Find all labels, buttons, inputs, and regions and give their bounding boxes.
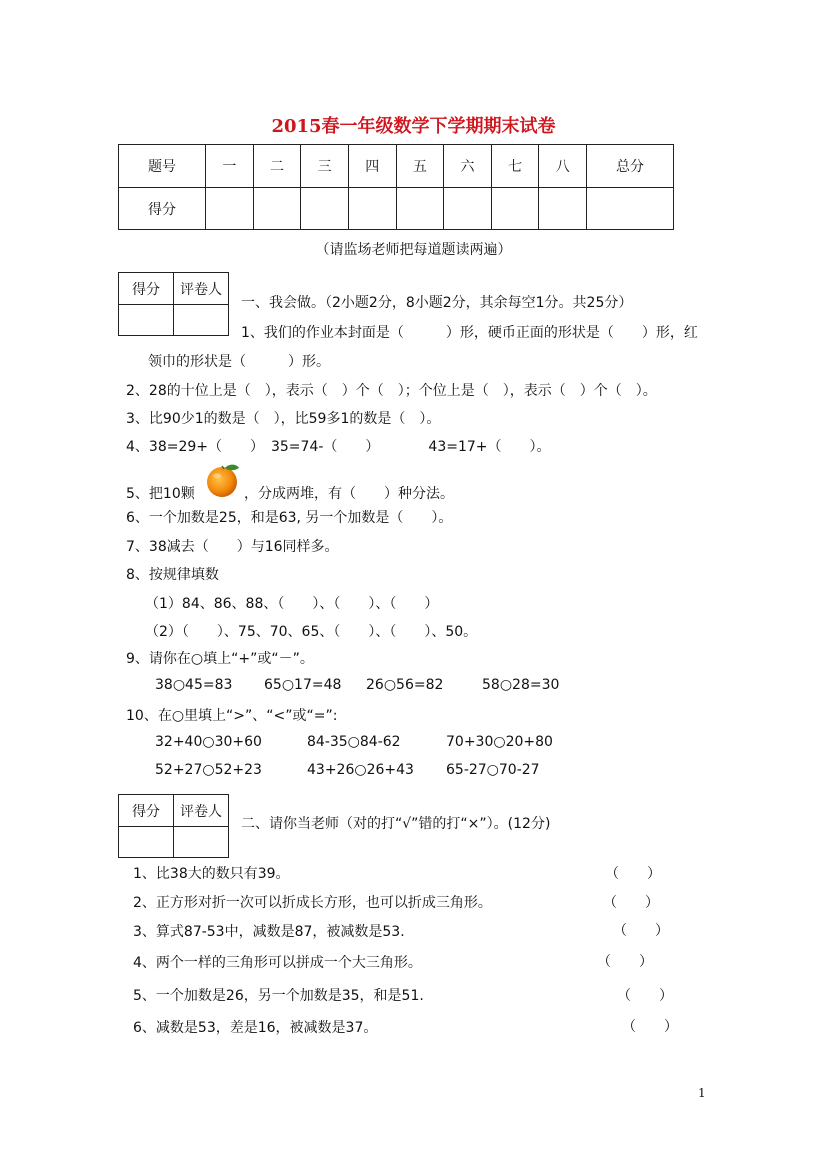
orange-icon <box>205 462 241 498</box>
q10-item: 52+27○52+23 <box>155 762 262 778</box>
question-1: 1、我们的作业本封面是（ ）形，硬币正面的形状是（ ）形，红 <box>241 325 698 341</box>
judge-answer-blank-1[interactable]: （ ） <box>605 866 661 882</box>
question-9: 9、请你在○填上“+”或“－”。 <box>126 651 314 667</box>
section1-heading: 一、我会做。（2小题2分，8小题2分，其余每空1分。共25分） <box>241 295 633 311</box>
section2-heading: 二、请你当老师（对的打“√”错的打“×”）。(12分) <box>241 816 551 832</box>
exam-title: 2015春一年级数学下学期期末试卷 <box>271 116 556 137</box>
score-cell[interactable] <box>253 188 301 230</box>
header-cell: 一 <box>206 145 254 188</box>
grader-score-label: 得分 <box>119 273 174 305</box>
grader-name-cell[interactable] <box>174 305 229 336</box>
judge-item-6: 6、减数是53，差是16，被减数是37。 <box>133 1020 378 1036</box>
question-7: 7、38减去（ ）与16同样多。 <box>126 539 339 555</box>
reading-note: （请监场老师把每道题读两遍） <box>315 242 512 258</box>
question-2: 2、28的十位上是（ ），表示（ ）个（ ）；个位上是（ ），表示（ ）个（ ）。 <box>126 383 657 399</box>
score-cell[interactable] <box>348 188 396 230</box>
grader-name-label: 评卷人 <box>174 273 229 305</box>
q9-item: 58○28=30 <box>482 677 560 693</box>
judge-item-3: 3、算式87-53中，减数是87，被减数是53. <box>133 924 405 940</box>
header-cell: 总分 <box>587 145 674 188</box>
header-cell: 八 <box>539 145 587 188</box>
score-cell[interactable] <box>539 188 587 230</box>
q10-item: 32+40○30+60 <box>155 734 262 750</box>
header-cell: 六 <box>444 145 492 188</box>
judge-item-1: 1、比38大的数只有39。 <box>133 866 290 882</box>
score-cell[interactable] <box>301 188 349 230</box>
score-table <box>118 144 674 230</box>
score-cell[interactable] <box>587 188 674 230</box>
header-cell: 七 <box>491 145 539 188</box>
q10-item: 65-27○70-27 <box>446 762 540 778</box>
score-cell[interactable] <box>206 188 254 230</box>
question-8-part2: （2）（ ）、75、70、65、（ ）、（ ）、50。 <box>145 624 478 640</box>
question-10: 10、在○里填上“>”、“<”或“=”: <box>126 708 338 724</box>
question-5-part2: ，分成两堆，有（ ）种分法。 <box>244 486 454 502</box>
score-table-header-row <box>119 145 674 188</box>
grader-score-label: 得分 <box>119 795 174 827</box>
q10-item: 70+30○20+80 <box>446 734 553 750</box>
judge-item-5: 5、一个加数是26，另一个加数是35，和是51. <box>133 988 424 1004</box>
judge-answer-blank-4[interactable]: （ ） <box>597 954 653 970</box>
q10-item: 43+26○26+43 <box>307 762 414 778</box>
grader-name-label: 评卷人 <box>174 795 229 827</box>
q10-item: 84-35○84-62 <box>307 734 401 750</box>
judge-item-2: 2、正方形对折一次可以折成长方形，也可以折成三角形。 <box>133 895 492 911</box>
grader-name-cell[interactable] <box>174 827 229 858</box>
page-number: 1 <box>698 1086 706 1100</box>
question-5-part1: 5、把10颗 <box>126 486 195 502</box>
grader-score-cell[interactable] <box>119 827 174 858</box>
question-8: 8、按规律填数 <box>126 567 219 583</box>
question-3: 3、比90少1的数是（ ），比59多1的数是（ ）。 <box>126 411 441 427</box>
question-8-part1: （1）84、86、88、（ ）、（ ）、（ ） <box>145 596 439 612</box>
header-cell: 题号 <box>119 145 206 188</box>
judge-answer-blank-2[interactable]: （ ） <box>603 895 659 911</box>
header-cell: 四 <box>348 145 396 188</box>
score-cell[interactable] <box>491 188 539 230</box>
q9-item: 65○17=48 <box>264 677 342 693</box>
judge-item-4: 4、两个一样的三角形可以拼成一个大三角形。 <box>133 955 422 971</box>
q9-item: 38○45=83 <box>155 677 233 693</box>
question-6: 6、一个加数是25，和是63, 另一个加数是（ ）。 <box>126 510 453 526</box>
judge-answer-blank-5[interactable]: （ ） <box>617 988 673 1004</box>
score-row-label: 得分 <box>119 188 206 230</box>
grader-box-1 <box>118 272 229 336</box>
q9-item: 26○56=82 <box>366 677 444 693</box>
judge-answer-blank-3[interactable]: （ ） <box>613 923 669 939</box>
question-4: 4、38=29+（ ） 35=74-（ ） 43=17+（ ）。 <box>126 439 551 455</box>
question-1-cont: 领巾的形状是（ ）形。 <box>148 354 330 370</box>
judge-answer-blank-6[interactable]: （ ） <box>622 1019 678 1035</box>
header-cell: 三 <box>301 145 349 188</box>
header-cell: 五 <box>396 145 444 188</box>
grader-box-2 <box>118 794 229 858</box>
score-cell[interactable] <box>396 188 444 230</box>
header-cell: 二 <box>253 145 301 188</box>
score-cell[interactable] <box>444 188 492 230</box>
grader-score-cell[interactable] <box>119 305 174 336</box>
score-table-score-row <box>119 188 674 230</box>
